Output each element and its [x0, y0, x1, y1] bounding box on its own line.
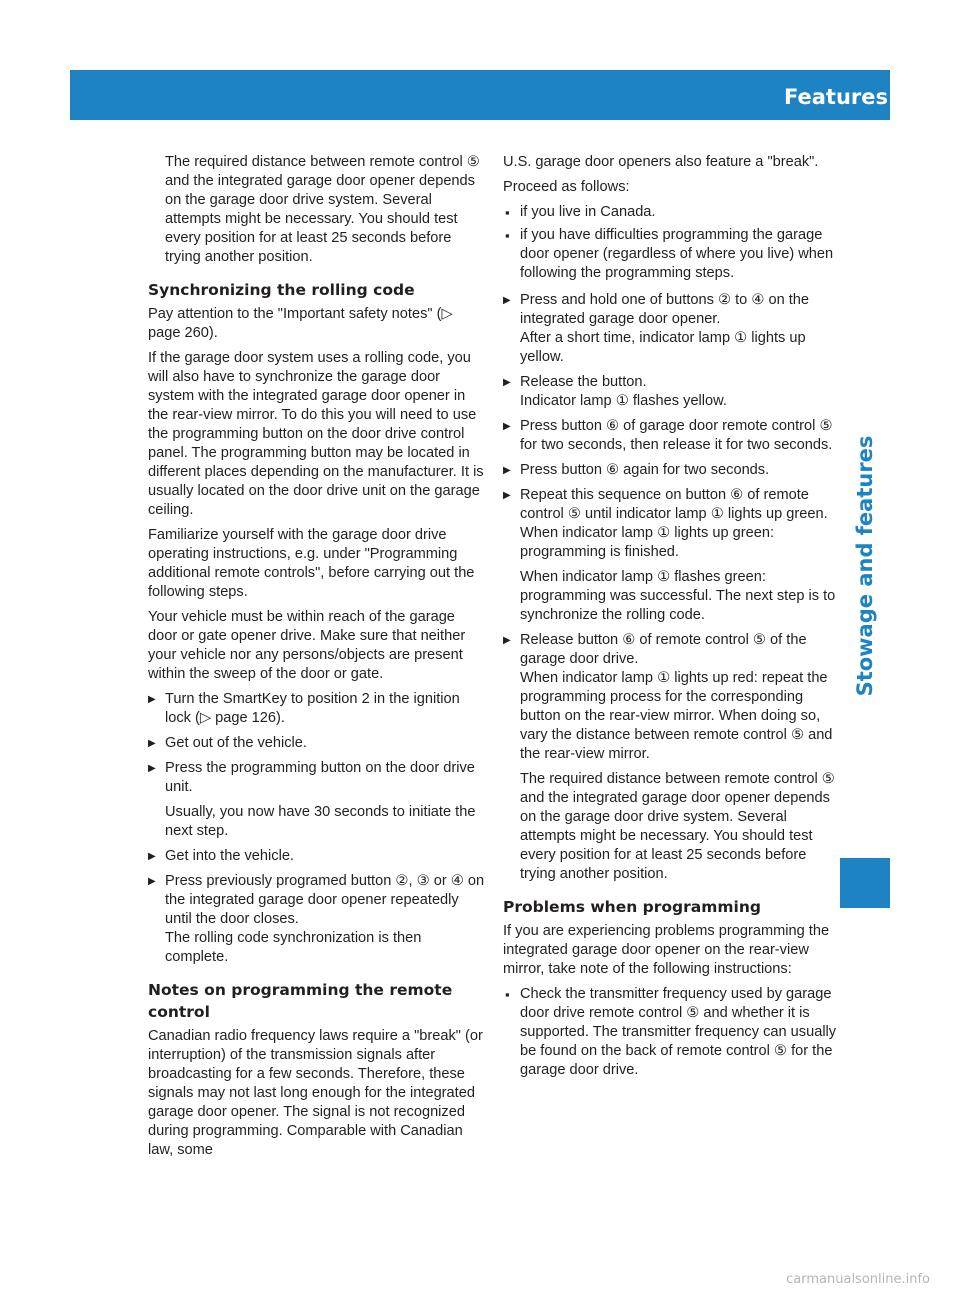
header-divider: [900, 70, 903, 120]
step-result: The rolling code synchronization is then complete.: [165, 930, 422, 965]
rolling-code-paragraph: If the garage door system uses a rolling code, you will also have to synchronize the garage door system with the integrated garage door opener in the rear-view mirror. To do this you will need to use the programming button on the door drive control panel. The programming button may be located in different places depending on the manufacturer. It is usually located on the door drive unit on the garage ceiling.: [148, 350, 484, 518]
right-column: [503, 153, 843, 1084]
step-text: ▶ Repeat this sequence on button ⑥ of remote control ⑤ until indicator lamp ① lights up green.: [520, 487, 828, 522]
bullet-item: [503, 203, 843, 222]
safety-notes-paragraph: Pay attention to the "Important safety notes" (▷ page 260).: [148, 306, 453, 341]
step-item: [148, 872, 488, 967]
step-text: ▶ Press and hold one of buttons ② to ④ on the integrated garage door opener.: [520, 292, 810, 327]
step-note: The required distance between remote control ⑤ and the integrated garage door opener depends on the garage door drive system. Several attempts might be necessary. You should test every position for at least 25 seconds before trying another position.: [520, 771, 835, 882]
step-result: Indicator lamp ① flashes yellow.: [520, 393, 727, 409]
step-result: After a short time, indicator lamp ① lights up yellow.: [520, 330, 806, 365]
watermark: carmanualsonline.info: [786, 1272, 930, 1287]
problems-paragraph: If you are experiencing problems programming the integrated garage door opener on the rear-view mirror, take note of the following instructions:: [503, 923, 830, 977]
bullet-item: [503, 985, 843, 1080]
step-item: [503, 373, 843, 411]
step-item: [503, 417, 843, 455]
step-item: [503, 291, 843, 367]
reach-paragraph: Your vehicle must be within reach of the garage door or gate opener drive. Make sure that neither your vehicle nor any persons/objects are present within the sweep of the door or gate.: [148, 609, 466, 682]
step-text: Get out of the vehicle.: [165, 735, 307, 751]
step-note: When indicator lamp ① flashes green: programming was successful. The next step is to synchronize the rolling code.: [520, 569, 836, 623]
step-item: [503, 486, 843, 562]
chapter-tab-label: Stowage and features: [853, 435, 877, 697]
proceed-paragraph: Proceed as follows:: [503, 179, 630, 195]
bullet-text: if you have difficulties programming the garage door opener (regardless of where you live) when following the programming steps.: [520, 227, 834, 281]
step-result: When indicator lamp ① lights up red: repeat the programming process for the corresponding button on the rear-view mirror. When doing so, vary the distance between remote control ⑤ and the rear-view mirror.: [520, 670, 833, 762]
chapter-tab-marker: [840, 858, 890, 908]
step-result: When indicator lamp ① lights up green: programming is finished.: [520, 525, 775, 560]
heading-notes-on-programming: Notes on programming the remote control: [148, 981, 453, 1021]
step-note: Usually, you now have 30 seconds to initiate the next step.: [165, 804, 476, 839]
left-column: [148, 153, 488, 1166]
step-item: [503, 461, 843, 480]
step-text: Press button ⑥ again for two seconds.: [520, 462, 770, 478]
step-text: ▶ Release button ⑥ of remote control ⑤ of the garage door drive.: [520, 632, 807, 667]
step-text: Press the programming button on the door drive unit.: [165, 760, 475, 795]
bullet-text: Check the transmitter frequency used by garage door drive remote control ⑤ and whether it is supported. The transmitter frequency can usually be found on the back of remote control ⑤ for the garage door drive.: [520, 986, 837, 1078]
step-text: Turn the SmartKey to position 2 in the ignition lock (▷ page 126).: [165, 691, 460, 726]
canada-paragraph: Canadian radio frequency laws require a "break" (or interruption) of the transmission signals after broadcasting for a few seconds. Therefore, these signals may not last long enough for the integrated garage door opener. The signal is not recognized during programming. Comparable with Canadian law, some: [148, 1028, 483, 1158]
step-text: ▶ Release the button.: [520, 374, 647, 390]
intro-paragraph: The required distance between remote control ⑤ and the integrated garage door opener depends on the garage door drive system. Several attempts might be necessary. You should test every position for at least 25 seconds before trying another position.: [165, 154, 480, 265]
bullet-text: if you live in Canada.: [520, 204, 656, 220]
step-text: Press button ⑥ of garage door remote control ⑤ for two seconds, then release it for two seconds.: [520, 418, 833, 453]
continuation-paragraph: U.S. garage door openers also feature a "break".: [503, 154, 819, 170]
step-text: Get into the vehicle.: [165, 848, 294, 864]
step-text: ▶ Press previously programed button ②, ③ or ④ on the integrated garage door opener repeatedly until the door closes.: [165, 873, 485, 927]
step-item: [148, 847, 488, 866]
step-item: [503, 631, 843, 764]
page-number: 261: [908, 87, 946, 108]
heading-synchronizing: Synchronizing the rolling code: [148, 281, 415, 299]
familiarize-paragraph: Familiarize yourself with the garage door drive operating instructions, e.g. under "Programming additional remote controls", before carrying out the following steps.: [148, 527, 475, 600]
step-item: [148, 690, 488, 728]
heading-problems-programming: Problems when programming: [503, 898, 761, 916]
step-item: [148, 734, 488, 753]
section-title: Features: [784, 85, 888, 109]
step-item: [148, 759, 488, 797]
page-header-bar: [70, 70, 946, 120]
bullet-item: [503, 226, 843, 283]
